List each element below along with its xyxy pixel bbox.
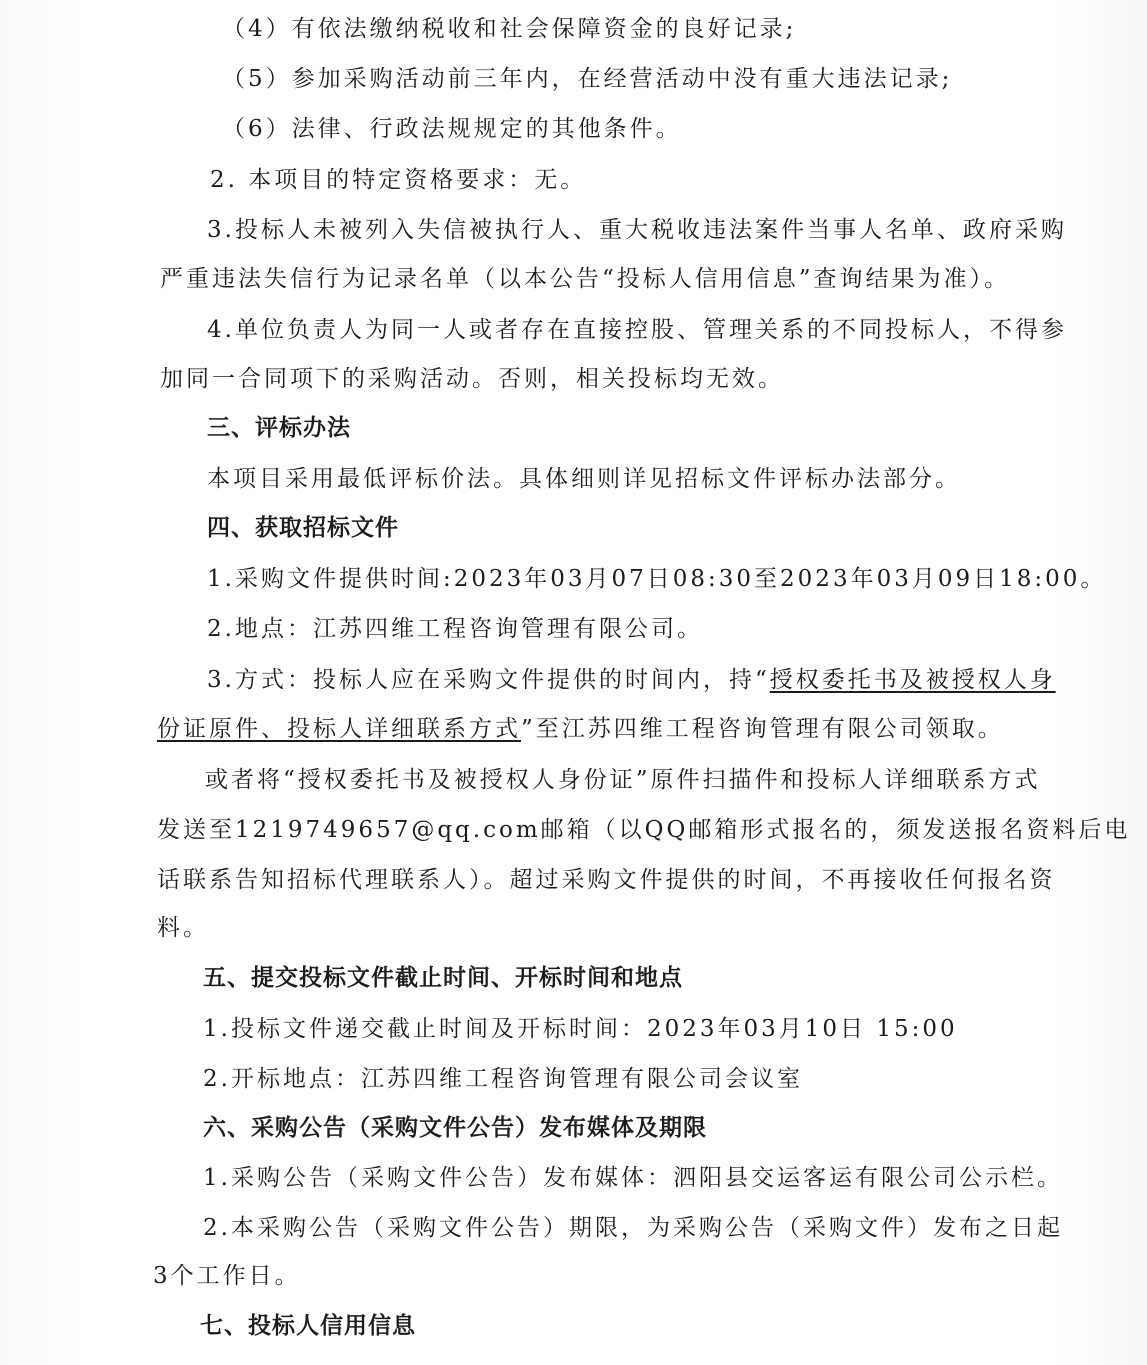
- text-line: 或者将“授权委托书及被授权人身份证”原件扫描件和投标人详细联系方式: [205, 767, 1041, 793]
- text-line: （4）有依法缴纳税收和社会保障资金的良好记录;: [222, 16, 797, 42]
- underlined-text: 授权委托书及被授权人身: [769, 667, 1056, 693]
- text-line: 2.地点：江苏四维工程咨询管理有限公司。: [207, 616, 703, 642]
- underlined-text: 份证原件、投标人详细联系方式: [157, 716, 521, 742]
- section-heading: 五、提交投标文件截止时间、开标时间和地点: [203, 965, 683, 991]
- text-line: 严重违法失信行为记录名单（以本公告“投标人信用信息”查询结果为准）。: [160, 266, 1011, 292]
- text-line: 1.投标文件递交截止时间及开标时间：2023年03月10日 15:00: [203, 1016, 958, 1042]
- text-line: [157, 714, 1004, 744]
- text-line: 本项目采用最低评标价法。具体细则详见招标文件评标办法部分。: [207, 466, 961, 492]
- text-line: （5）参加采购活动前三年内，在经营活动中没有重大违法记录;: [222, 66, 953, 92]
- text-line: 2.开标地点：江苏四维工程咨询管理有限公司会议室: [203, 1066, 803, 1092]
- text-line: 发送至1219749657@qq.com邮箱（以QQ邮箱形式报名的，须发送报名资料后电: [157, 817, 1131, 843]
- text-segment: 3.方式：投标人应在采购文件提供的时间内，持“: [207, 667, 770, 693]
- section-heading: 三、评标办法: [207, 415, 351, 441]
- text-line: 加同一合同项下的采购活动。否则，相关投标均无效。: [160, 366, 784, 392]
- section-heading: 四、获取招标文件: [207, 515, 399, 541]
- text-line: [207, 665, 1056, 695]
- text-line: 2. 本项目的特定资格要求：无。: [210, 167, 587, 193]
- text-line: 1.采购公告（采购文件公告）发布媒体：泗阳县交运客运有限公司公示栏。: [203, 1165, 1063, 1191]
- text-line: 2.本采购公告（采购文件公告）期限，为采购公告（采购文件）发布之日起: [203, 1215, 1063, 1241]
- text-line: 3个工作日。: [153, 1263, 301, 1289]
- section-heading: 七、投标人信用信息: [200, 1313, 416, 1339]
- text-line: 4.单位负责人为同一人或者存在直接控股、管理关系的不同投标人，不得参: [207, 317, 1067, 343]
- text-segment: ”至江苏四维工程咨询管理有限公司领取。: [521, 716, 1004, 742]
- section-heading: 六、采购公告（采购文件公告）发布媒体及期限: [203, 1115, 707, 1141]
- text-line: 料。: [157, 915, 209, 941]
- text-line: 3.投标人未被列入失信被执行人、重大税收违法案件当事人名单、政府采购: [207, 217, 1067, 243]
- text-line: （6）法律、行政法规规定的其他条件。: [222, 116, 682, 142]
- text-line: 话联系告知招标代理联系人）。超过采购文件提供的时间，不再接收任何报名资: [157, 867, 1056, 893]
- text-line: 1.采购文件提供时间:2023年03月07日08:30至2023年03月09日18:00。: [207, 566, 1107, 592]
